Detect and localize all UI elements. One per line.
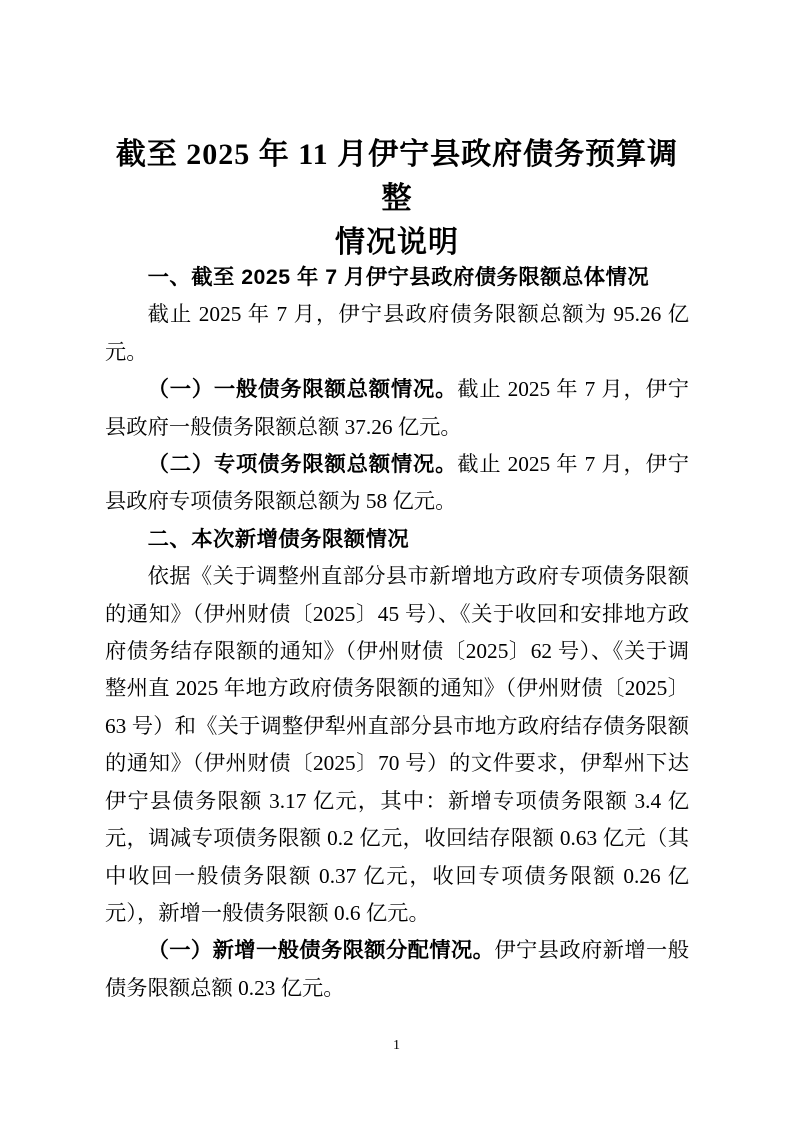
paragraph-special-limit — [105, 446, 689, 521]
paragraph-general-limit-text: 截止 2025 年 7 月，伊宁县政府一般债务限额总额 37.26 亿元。 — [105, 377, 689, 439]
paragraph-basis-documents: 依据《关于调整州直部分县市新增地方政府专项债务限额的通知》（伊州财债〔2025〕45 号）、《关于收回和安排地方政府债务结存限额的通知》（伊州财债〔2025〕62 号）、《关于调整州直 2025 年地方政府债务限额的通知》（伊州财债〔2025〕63 号）和《关于调整伊犁州直部分县市地方政府结存债务限额的通知》（伊州财债〔2025〕70 号）的文件要求，伊犁州下达伊宁县债务限额 3.17 亿元，其中：新增专项债务限额 3.4 亿元，调减专项债务限额 0.2 亿元，收回结存限额 0.63 亿元（其中收回一般债务限额 0.37 亿元，收回专项债务限额 0.26 亿元），新增一般债务限额 0.6 亿元。 — [105, 564, 689, 925]
document-title — [105, 133, 689, 265]
paragraph-new-general-allocation — [105, 932, 689, 1007]
paragraph-general-limit — [105, 371, 689, 446]
section-heading-1: 一、截至 2025 年 7 月伊宁县政府债务限额总体情况 — [147, 265, 650, 289]
paragraph-special-limit-text: 截止 2025 年 7 月，伊宁县政府专项债务限额总额为 58 亿元。 — [105, 452, 689, 514]
document-title-line-2: 情况说明 — [335, 226, 459, 259]
paragraph-total-limit: 截止 2025 年 7 月，伊宁县政府债务限额总额为 95.26 亿元。 — [105, 302, 689, 364]
document-title-line-1: 截至 2025 年 11 月伊宁县政府债务预算调整 — [115, 138, 679, 215]
page-number: 1 — [393, 1038, 400, 1053]
section-heading-2: 二、本次新增债务限额情况 — [147, 526, 410, 551]
document-body — [105, 259, 689, 1007]
subheading-new-general-allocation: （一）新增一般债务限额分配情况。 — [147, 938, 495, 963]
subheading-general-limit: （一）一般债务限额总额情况。 — [147, 377, 458, 402]
subheading-special-limit: （二）专项债务限额总额情况。 — [147, 452, 458, 477]
paragraph-new-general-allocation-text: 伊宁县政府新增一般债务限额总额 0.23 亿元。 — [105, 938, 689, 1000]
